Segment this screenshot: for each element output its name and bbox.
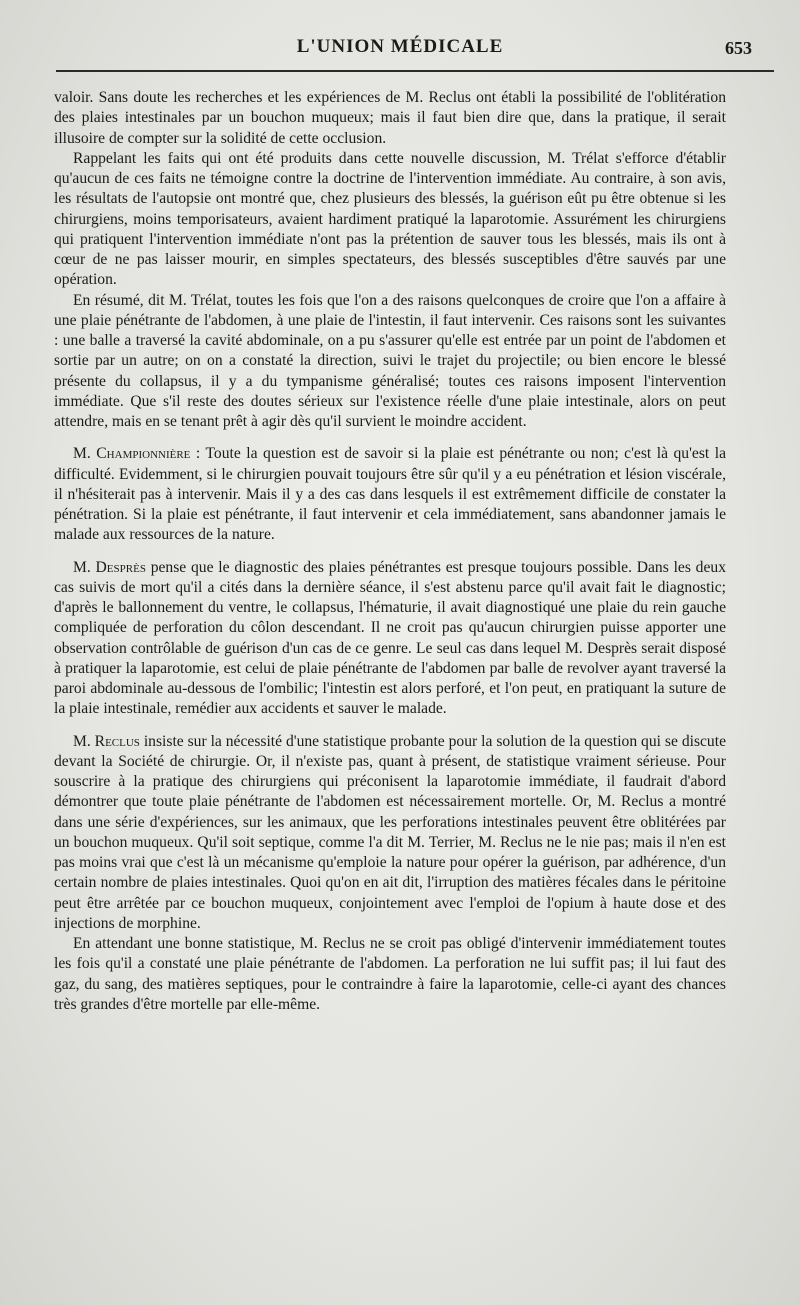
- speaker-reclus: M. Reclus: [73, 732, 140, 750]
- body-text: [54, 88, 726, 1015]
- paragraph-continuation: valoir. Sans doute les recherches et les expériences de M. Reclus ont établi la possibilité de l'oblitération des plaies intestinales par un bouchon muqueux; mais il faut bien dire que, dans la pratique, il serait illusoire de compter sur la solidité de cette occlusion.: [54, 89, 726, 147]
- running-title: L'UNION MÉDICALE: [296, 36, 504, 57]
- paragraph-reclus: [54, 732, 726, 935]
- speaker-championniere: M. Championnière: [73, 445, 191, 463]
- paragraph-trelat-summary: En résumé, dit M. Trélat, toutes les fois que l'on a des raisons quelconques de croire que l'on a affaire à une plaie pénétrante de l'abdomen, à une plaie de l'intestin, il faut intervenir. Ces raisons sont les suivantes : une balle a traversé la cavité abdominale, on a pu s'assurer qu'elle est entrée par un point de l'abdomen et sortie par un autre; on on a constaté la direction, suivi le trajet du projectile; ou bien encore le blessé présente du collapsus, il y a du tympanisme généralisé; toutes ces raisons imposent l'intervention immédiate. Que s'il reste des doutes sérieux sur l'existence réelle d'une plaie intestinale, alors on peut attendre, mais en se tenant prêt à agir dès qu'il survient le moindre accident.: [54, 291, 726, 430]
- paragraph-championniere-text: : Toute la question est de savoir si la plaie est pénétrante ou non; c'est là qu'est la difficulté. Evidemment, si le chirurgien pouvait toujours être sûr qu'il y a eu pénétration et lésion viscérale, il n'hésiterait pas à intervenir. Mais il y a des cas dans lesquels il est extrêmement difficile de constater la pénétration. Si la plaie est pénétrante, il faut intervenir et cela immédiatement, sans abandonner jamais le malade aux ressources de la nature.: [54, 445, 726, 544]
- paragraph-championniere: [54, 444, 726, 545]
- speaker-despres: M. Desprès: [73, 558, 146, 576]
- paragraph-despres-text: pense que le diagnostic des plaies pénétrantes est presque toujours possible. Dans les deux cas suivis de mort qu'il a cités dans la dernière séance, il s'est abstenu parce qu'il avait fait le diagnostic; d'après le ballonnement du ventre, le collapsus, l'hématurie, il avait diagnostiqué une plaie du rein gauche compliquée de perforation du côlon descendant. Il ne croit pas qu'aucun chirurgien puisse apporter une observation contrôlable de guérison d'un cas de ce genre. Le seul cas dans lequel M. Desprès serait disposé à pratiquer la laparotomie, est celui de plaie pénétrante de l'abdomen par balle de revolver ayant traversé la paroi abdominale au-dessous de l'ombilic; l'intestin est alors perforé, et l'on peut, en pratiquant la suture de la plaie intestinale, remédier aux accidents et sauver le malade.: [54, 558, 726, 718]
- paragraph-reclus-text: insiste sur la nécessité d'une statistique probante pour la solution de la question qui se discute devant la Société de chirurgie. Or, il n'existe pas, quant à présent, de statistique vraiment sérieuse. Pour souscrire à la pratique des chirurgiens qui préconisent la laparotomie immédiate, il faudrait d'abord démontrer que toute plaie pénétrante de l'abdomen est nécessairement mortelle. Or, M. Reclus a montré dans une série d'expériences, sur les animaux, que les perforations intestinales peuvent être oblitérées par un bouchon muqueux. Qu'il soit septique, comme l'a dit M. Terrier, M. Reclus ne le nie pas; mais il n'en est pas moins vrai que c'est là un mécanisme qu'emploie la nature pour opérer la guérison, par adhérence, d'un certain nombre de plaies intestinales. Quoi qu'on en ait dit, l'irruption des matières fécales dans le péritoine peut être arrêtée par ce bouchon muqueux, conjointement avec l'emploi de l'opium à haute dose et des injections de morphine.: [54, 732, 726, 932]
- page-number: 653: [725, 38, 752, 58]
- header-rule: [56, 70, 774, 72]
- paragraph-trelat-facts: Rappelant les faits qui ont été produits dans cette nouvelle discussion, M. Trélat s'efforce d'établir qu'aucun de ces faits ne témoigne contre la doctrine de l'intervention immédiate. Au contraire, à son avis, les résultats de l'autopsie ont montré que, chez plusieurs des blessés, la guérison eût pu être obtenue si les chirurgiens, moins temporisateurs, avaient hardiment pratiqué la laparotomie. Assurément les chirurgiens qui pratiquent l'intervention immédiate n'ont pas la prétention de sauver tous les blessés, mais ils ont à cœur de ne pas laisser mourir, en simples spectateurs, des blessés susceptibles d'être sauvés par une opération.: [54, 149, 726, 289]
- paragraph-despres: [54, 558, 726, 720]
- page-header: [0, 30, 800, 70]
- paragraph-reclus-conclusion: En attendant une bonne statistique, M. Reclus ne se croit pas obligé d'intervenir immédiatement toutes les fois qu'il a constaté une plaie pénétrante de l'abdomen. La perforation ne lui suffit pas; il lui faut des gaz, du sang, des matières septiques, pour le contraindre à faire la laparotomie, celle-ci ayant des chances très grandes d'être mortelle par elle-même.: [54, 935, 726, 1013]
